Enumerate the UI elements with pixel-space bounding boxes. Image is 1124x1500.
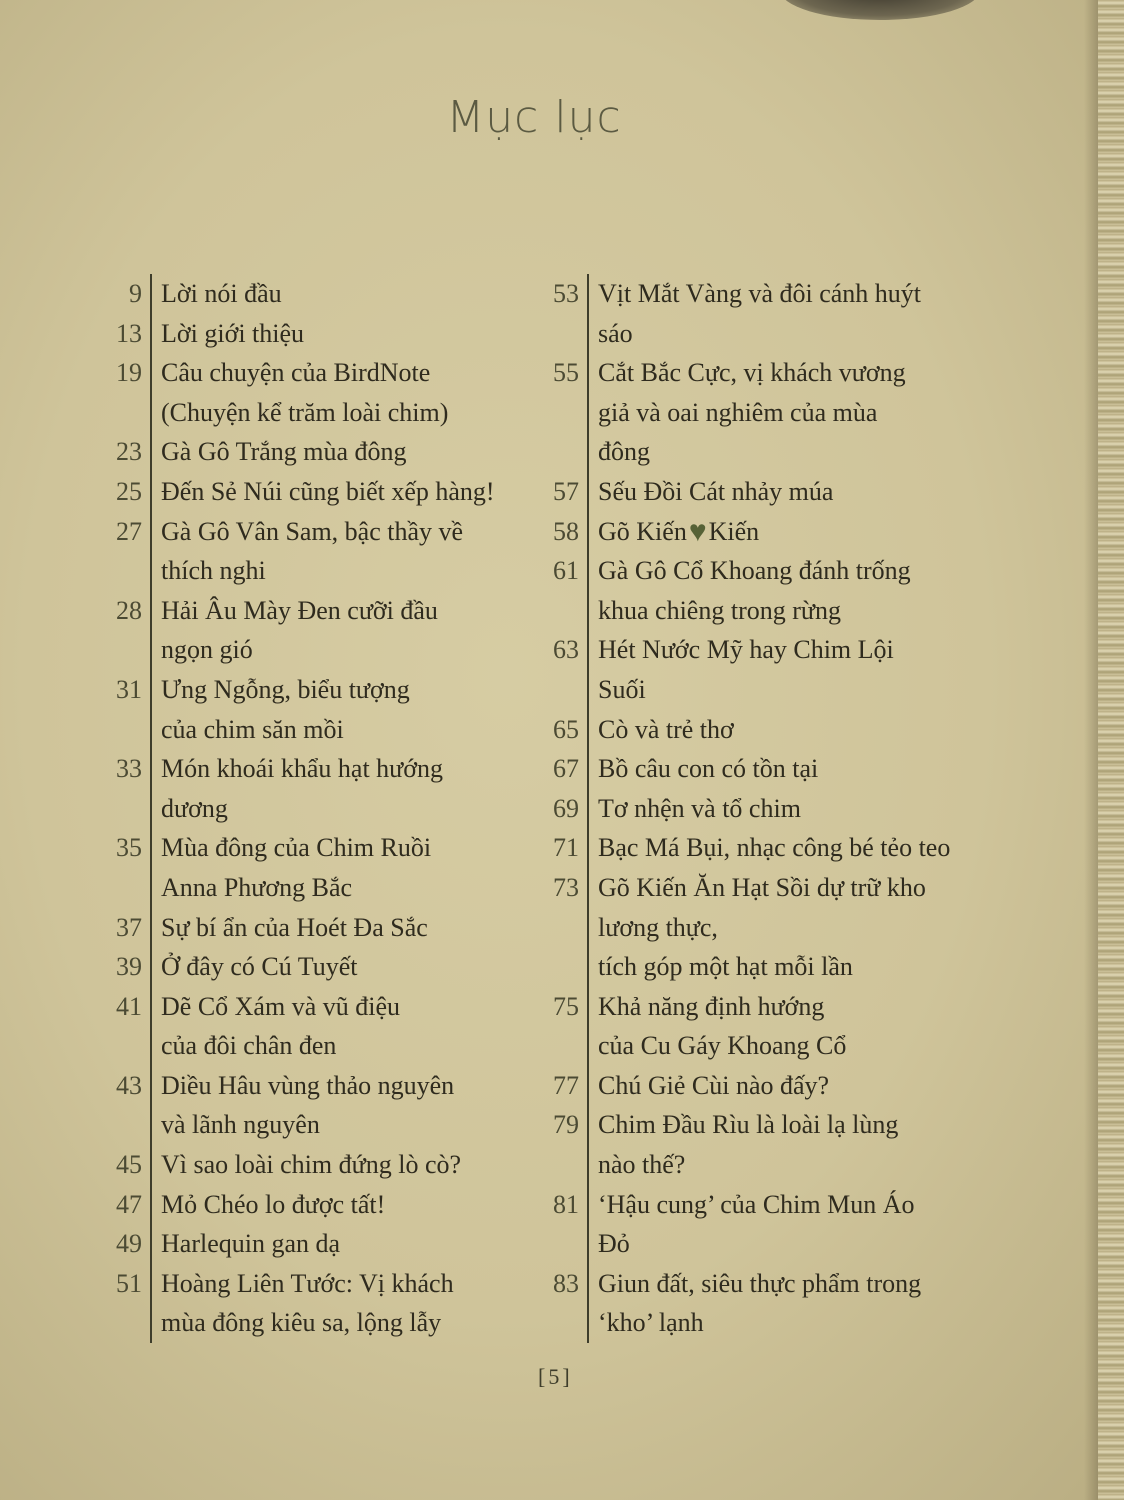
toc-page-number: 49 bbox=[116, 1229, 142, 1259]
toc-title-line: Bồ câu con có tồn tại bbox=[598, 754, 819, 784]
toc-title-line: Gà Gô Vân Sam, bậc thầy về bbox=[161, 516, 464, 546]
toc-page-number: 47 bbox=[116, 1189, 142, 1219]
toc-title-line: Diều Hâu vùng thảo nguyên bbox=[161, 1070, 455, 1100]
toc-entry bbox=[533, 1264, 1018, 1343]
toc-entry-title bbox=[150, 314, 526, 354]
toc-title-line: thích nghi bbox=[161, 556, 266, 586]
title-part-after: Kiến bbox=[708, 516, 760, 546]
toc-entry-title bbox=[587, 472, 1018, 512]
toc-entry bbox=[96, 1224, 526, 1264]
toc-page-number: 79 bbox=[553, 1110, 579, 1140]
toc-entry-title bbox=[587, 828, 1018, 868]
toc-entry-title bbox=[150, 828, 526, 907]
photo-shadow bbox=[780, 0, 980, 20]
toc-entry bbox=[96, 353, 526, 432]
toc-title-line: Lời giới thiệu bbox=[161, 318, 305, 348]
toc-entry bbox=[96, 908, 526, 948]
toc-page-number: 9 bbox=[129, 279, 142, 308]
toc-title-line: Hoàng Liên Tước: Vị khách bbox=[161, 1268, 454, 1298]
toc-title-line: Mùa đông của Chim Ruồi bbox=[161, 833, 432, 863]
toc-page-number: 43 bbox=[116, 1070, 142, 1100]
toc-page-number: 33 bbox=[116, 754, 142, 784]
toc-title-line: Suối bbox=[598, 674, 646, 704]
toc-entry bbox=[533, 1185, 1018, 1264]
toc-title-line: và lãnh nguyên bbox=[161, 1110, 320, 1140]
toc-title-line: Gõ Kiến Ăn Hạt Sồi dự trữ kho bbox=[598, 872, 926, 902]
toc-entry-title bbox=[150, 908, 526, 948]
toc-page-number: 35 bbox=[116, 833, 142, 863]
toc-page-number: 75 bbox=[553, 991, 579, 1021]
toc-entry-title bbox=[150, 274, 526, 314]
toc-entry bbox=[533, 1066, 1018, 1106]
toc-entry-title bbox=[150, 1224, 526, 1264]
toc-entry bbox=[96, 591, 526, 670]
toc-entry bbox=[533, 1105, 1018, 1184]
toc-entry-title bbox=[587, 789, 1018, 829]
toc-page-number: 65 bbox=[553, 714, 579, 744]
heart-icon: ♥ bbox=[688, 514, 707, 548]
toc-page-number: 73 bbox=[553, 872, 579, 902]
toc-entry bbox=[96, 1264, 526, 1343]
toc-entry bbox=[533, 353, 1018, 472]
toc-title-line: sáo bbox=[598, 318, 633, 348]
toc-entry-title bbox=[150, 947, 526, 987]
toc-title-line: Sự bí ẩn của Hoét Đa Sắc bbox=[161, 912, 428, 942]
toc-page-number: 37 bbox=[116, 912, 142, 942]
toc-title-line: ‘Hậu cung’ của Chim Mun Áo bbox=[598, 1189, 915, 1219]
toc-entry bbox=[96, 987, 526, 1066]
toc-title-line: của Cu Gáy Khoang Cổ bbox=[598, 1031, 847, 1061]
toc-title-line bbox=[598, 512, 1018, 552]
toc-title-line: tích góp một hạt mỗi lần bbox=[598, 952, 853, 982]
toc-title-line: Hải Âu Mày Đen cưỡi đầu bbox=[161, 595, 438, 625]
toc-entry-title bbox=[150, 1145, 526, 1185]
toc-entry bbox=[96, 1185, 526, 1225]
toc-page-number: 69 bbox=[553, 793, 579, 823]
toc-entry bbox=[96, 1066, 526, 1145]
toc-title-line: Món khoái khẩu hạt hướng bbox=[161, 754, 444, 784]
toc-page-number: 23 bbox=[116, 437, 142, 467]
page-number: [5] bbox=[538, 1364, 573, 1389]
toc-entry bbox=[533, 828, 1018, 868]
toc-title-line: Đến Sẻ Núi cũng biết xếp hàng! bbox=[161, 476, 495, 506]
toc-page-number: 71 bbox=[553, 833, 579, 863]
toc-title-line: (Chuyện kể trăm loài chim) bbox=[161, 397, 449, 427]
toc-entry-title bbox=[150, 1066, 526, 1145]
toc-entry bbox=[533, 789, 1018, 829]
toc-page-number: 27 bbox=[116, 516, 142, 546]
toc-entry-title bbox=[587, 1066, 1018, 1106]
toc-title-line: Gà Gô Cổ Khoang đánh trống bbox=[598, 556, 911, 586]
toc-entry-title bbox=[150, 472, 526, 512]
toc-page-number: 63 bbox=[553, 635, 579, 665]
toc-title-line: của chim săn mồi bbox=[161, 714, 344, 744]
toc-title-line: đông bbox=[598, 437, 650, 467]
toc-entry-title bbox=[587, 551, 1018, 630]
toc-title-line: Dẽ Cổ Xám và vũ điệu bbox=[161, 991, 401, 1021]
toc-entry bbox=[533, 512, 1018, 552]
toc-entry-title bbox=[587, 274, 1018, 353]
toc-left-column bbox=[96, 274, 526, 1343]
toc-page-number: 67 bbox=[553, 754, 579, 784]
toc-entry bbox=[533, 710, 1018, 750]
toc-title-line: Cắt Bắc Cực, vị khách vương bbox=[598, 358, 906, 388]
toc-entry-title bbox=[587, 512, 1018, 552]
toc-title-line: mùa đông kiêu sa, lộng lẫy bbox=[161, 1308, 442, 1338]
toc-entry-title bbox=[587, 1185, 1018, 1264]
toc-page-number: 39 bbox=[116, 952, 142, 982]
toc-entry bbox=[533, 749, 1018, 789]
toc-title-line: Ở đây có Cú Tuyết bbox=[161, 952, 358, 982]
toc-title-line: Cò và trẻ thơ bbox=[598, 714, 734, 744]
page-stack-edge bbox=[1098, 0, 1124, 1500]
toc-title-line: khua chiêng trong rừng bbox=[598, 595, 841, 625]
toc-entry bbox=[96, 670, 526, 749]
toc-page-number: 81 bbox=[553, 1189, 579, 1219]
toc-page-number: 25 bbox=[116, 476, 142, 506]
page-edge-shadow bbox=[1084, 0, 1098, 1500]
toc-page-number: 57 bbox=[553, 476, 579, 506]
toc-page-number: 77 bbox=[553, 1070, 579, 1100]
toc-entry bbox=[533, 987, 1018, 1066]
toc-title-line: Harlequin gan dạ bbox=[161, 1229, 341, 1259]
toc-title-line: Mỏ Chéo lo được tất! bbox=[161, 1189, 386, 1219]
toc-title-line: Sếu Đồi Cát nhảy múa bbox=[598, 476, 834, 506]
toc-right-column bbox=[533, 274, 1018, 1343]
toc-page-number: 55 bbox=[553, 358, 579, 388]
toc-title-line: Anna Phương Bắc bbox=[161, 872, 353, 902]
toc-title-line: Lời nói đầu bbox=[161, 279, 282, 308]
toc-entry bbox=[533, 630, 1018, 709]
toc-entry bbox=[533, 868, 1018, 987]
toc-entry-title bbox=[587, 1105, 1018, 1184]
toc-title-line: Giun đất, siêu thực phẩm trong bbox=[598, 1268, 922, 1298]
toc-entry bbox=[96, 749, 526, 828]
toc-title-line: Câu chuyện của BirdNote bbox=[161, 358, 431, 388]
toc-page-number: 13 bbox=[116, 318, 142, 348]
toc-title-line: Hét Nước Mỹ hay Chim Lội bbox=[598, 635, 894, 665]
toc-entry-title bbox=[150, 432, 526, 472]
toc-title-line: nào thế? bbox=[598, 1150, 686, 1180]
toc-entry-title bbox=[587, 353, 1018, 472]
toc-page-number: 19 bbox=[116, 358, 142, 388]
toc-entry bbox=[533, 551, 1018, 630]
toc-entry-title bbox=[150, 1264, 526, 1343]
toc-entry-title bbox=[587, 1264, 1018, 1343]
toc-entry-title bbox=[150, 512, 526, 591]
toc-entry bbox=[96, 314, 526, 354]
toc-title-line: của đôi chân đen bbox=[161, 1031, 337, 1061]
toc-title-line: Gà Gô Trắng mùa đông bbox=[161, 437, 407, 467]
toc-entry bbox=[96, 432, 526, 472]
toc-title-line: Bạc Má Bụi, nhạc công bé tẻo teo bbox=[598, 833, 951, 863]
toc-entry-title bbox=[587, 987, 1018, 1066]
toc-entry-title bbox=[587, 868, 1018, 987]
toc-title-line: dương bbox=[161, 793, 228, 823]
title-part-before: Gõ Kiến bbox=[598, 516, 687, 546]
toc-title-line: lương thực, bbox=[598, 912, 718, 942]
toc-entry-title bbox=[587, 630, 1018, 709]
toc-title-line: Ưng Ngỗng, biểu tượng bbox=[161, 674, 410, 704]
toc-title-line: Chim Đầu Rìu là loài lạ lùng bbox=[598, 1110, 899, 1140]
toc-page-number: 45 bbox=[116, 1150, 142, 1180]
toc-entry bbox=[96, 828, 526, 907]
toc-entry-title bbox=[150, 591, 526, 670]
toc-page-number: 31 bbox=[116, 674, 142, 704]
toc-entry-title bbox=[587, 749, 1018, 789]
toc-entry bbox=[96, 274, 526, 314]
toc-title-line: Chú Giẻ Cùi nào đấy? bbox=[598, 1070, 830, 1100]
toc-entry-title bbox=[150, 987, 526, 1066]
toc-page-number: 58 bbox=[553, 516, 579, 546]
toc-entry-title bbox=[587, 710, 1018, 750]
toc-page-number: 51 bbox=[116, 1268, 142, 1298]
toc-title-line: Vì sao loài chim đứng lò cò? bbox=[161, 1150, 462, 1180]
toc-entry-title bbox=[150, 749, 526, 828]
toc-page-number: 53 bbox=[553, 279, 579, 308]
toc-title-line: Khả năng định hướng bbox=[598, 991, 825, 1021]
toc-page-number: 41 bbox=[116, 991, 142, 1021]
toc-entry bbox=[96, 472, 526, 512]
toc-page-number: 28 bbox=[116, 595, 142, 625]
toc-title-line: ‘kho’ lạnh bbox=[598, 1308, 704, 1338]
toc-page-number: 61 bbox=[553, 556, 579, 586]
toc-title-line: ngọn gió bbox=[161, 635, 253, 665]
toc-entry bbox=[96, 947, 526, 987]
toc-entry bbox=[96, 1145, 526, 1185]
toc-entry bbox=[96, 512, 526, 591]
page-title: Mục lục bbox=[446, 92, 622, 143]
toc-entry bbox=[533, 274, 1018, 353]
toc-entry-title bbox=[150, 670, 526, 749]
toc-title-line: Đỏ bbox=[598, 1229, 630, 1259]
toc-entry bbox=[533, 472, 1018, 512]
toc-title-line: Tơ nhện và tổ chim bbox=[598, 793, 801, 823]
toc-title-line: Vịt Mắt Vàng và đôi cánh huýt bbox=[598, 279, 922, 308]
toc-title-line: giả và oai nghiêm của mùa bbox=[598, 397, 878, 427]
toc-entry-title bbox=[150, 353, 526, 432]
toc-entry-title bbox=[150, 1185, 526, 1225]
toc-page-number: 83 bbox=[553, 1268, 579, 1298]
